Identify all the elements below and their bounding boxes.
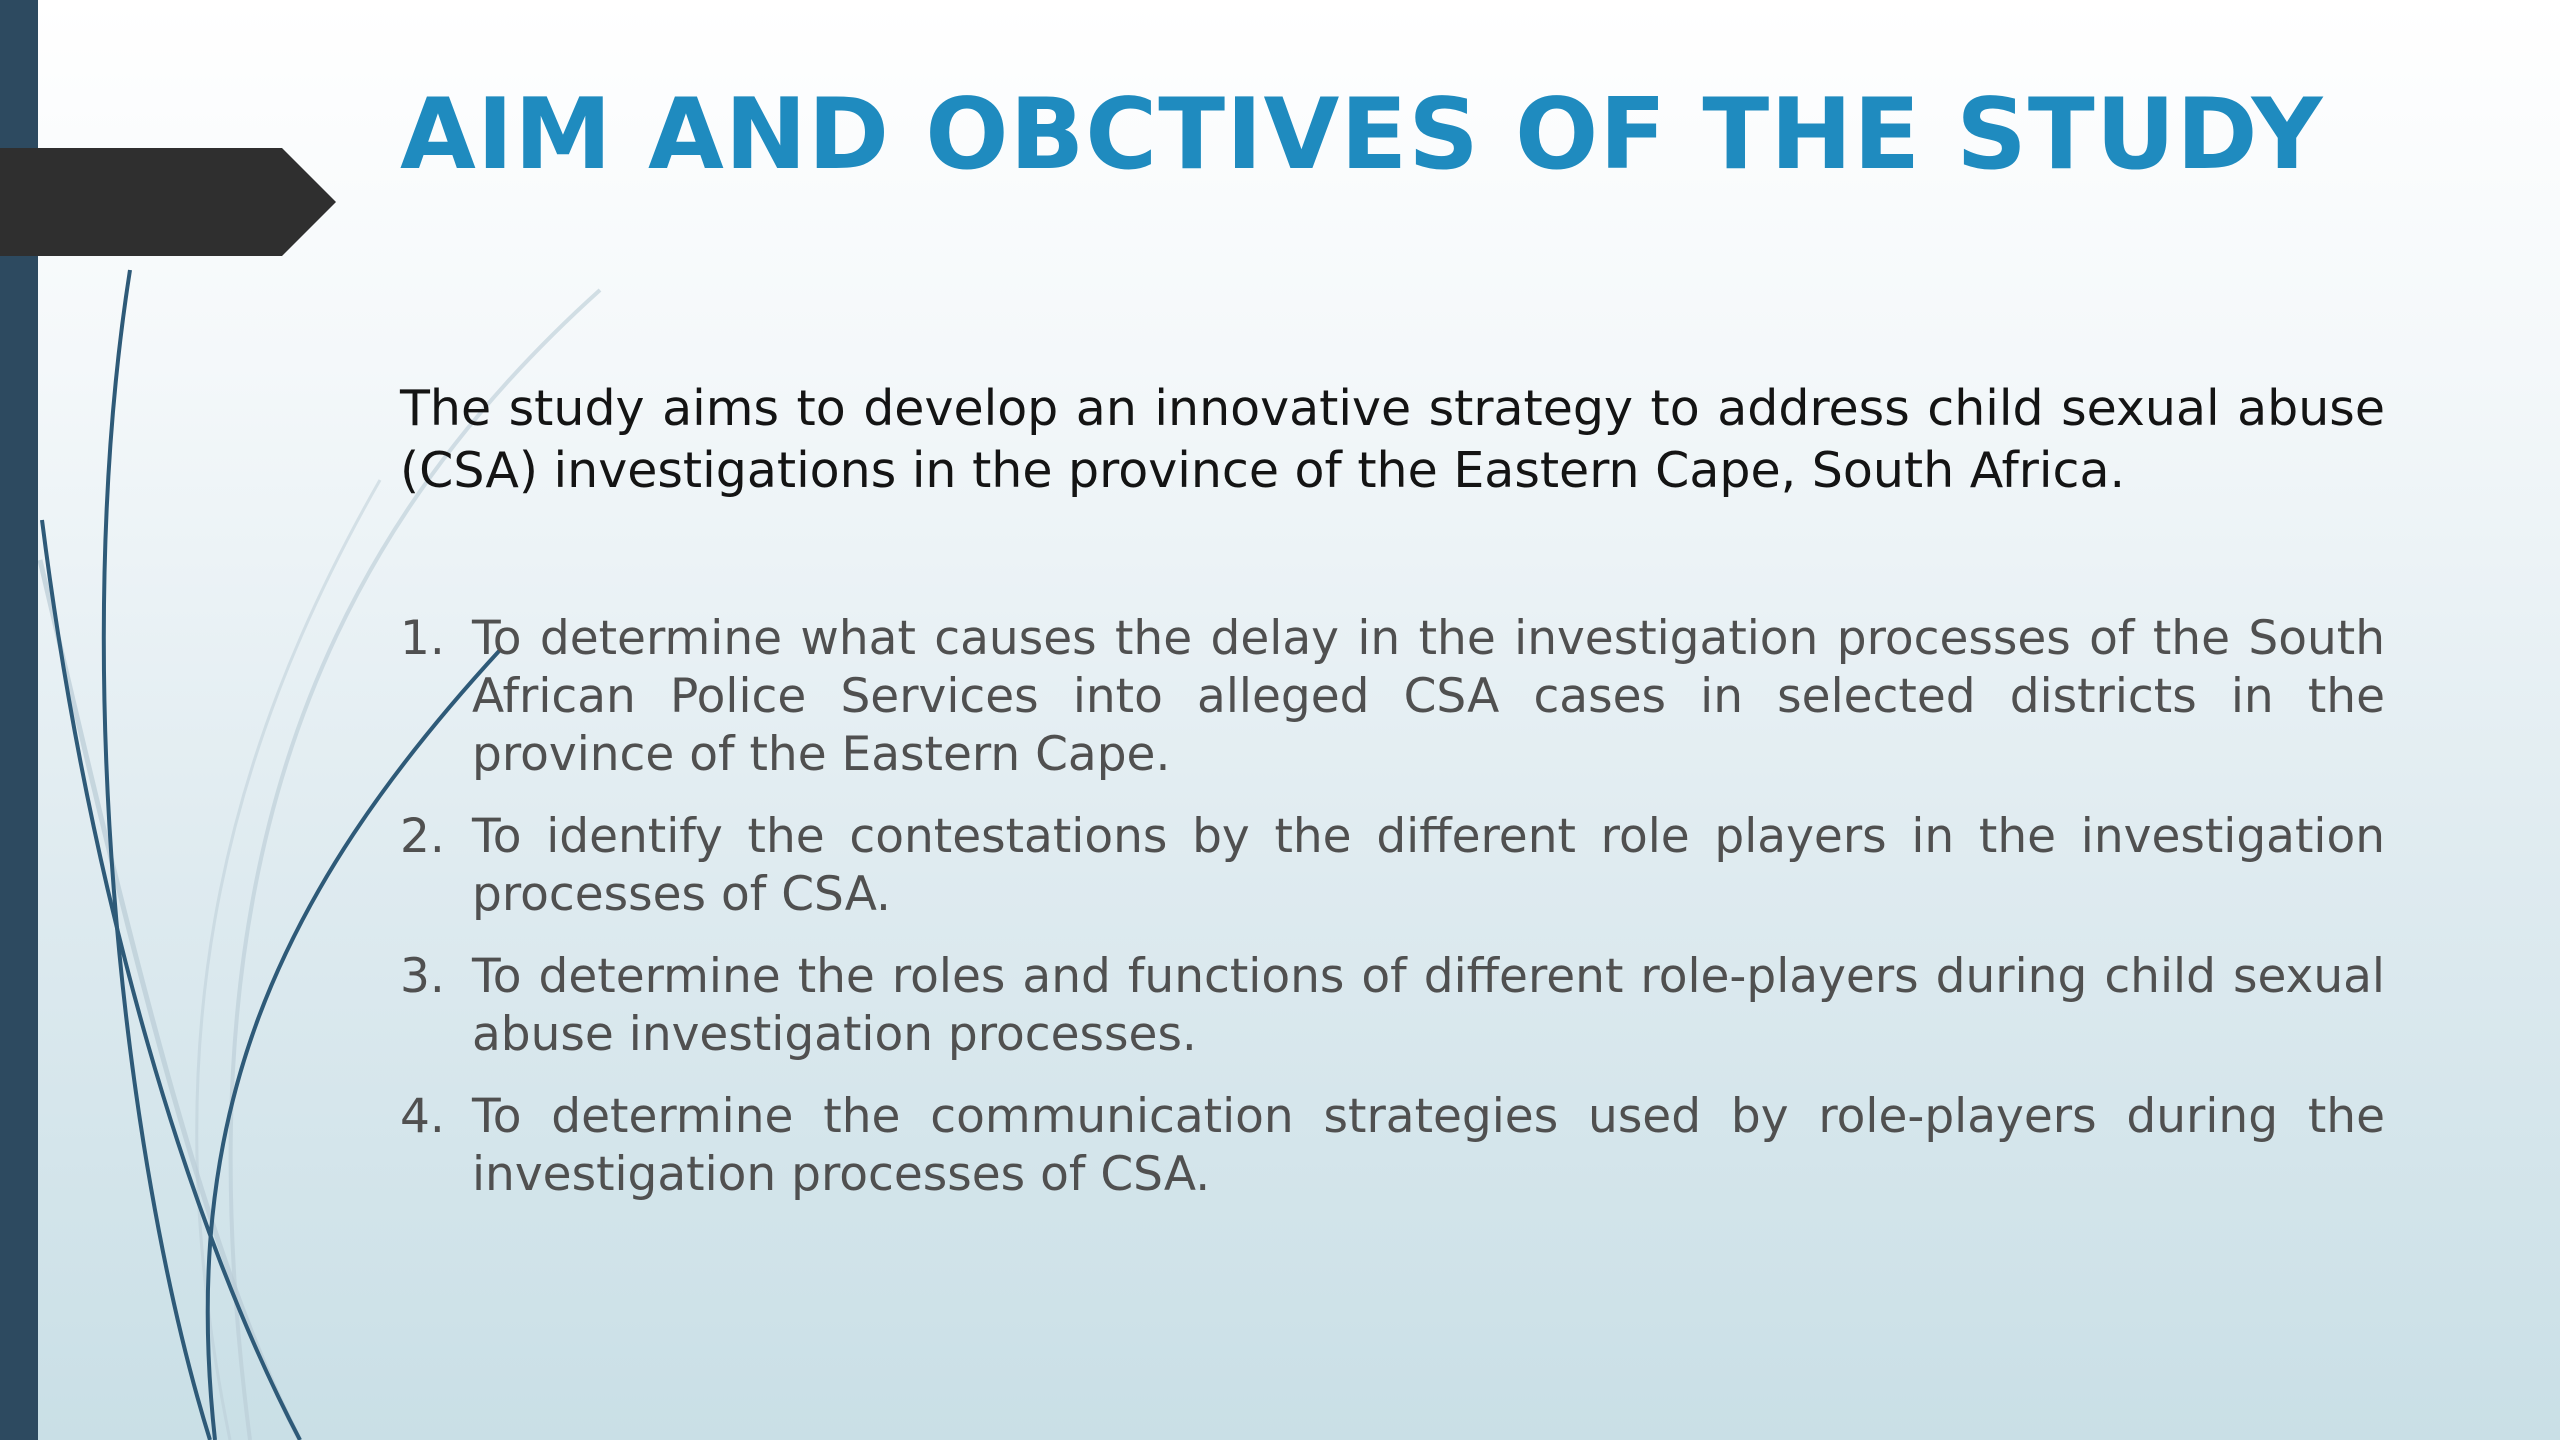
objective-item — [400, 808, 2385, 924]
objective-number: 1. — [400, 611, 445, 666]
objective-number: 2. — [400, 809, 445, 864]
objective-item — [400, 1088, 2385, 1204]
objective-text: To determine the communication strategies used by role-players during the investigation processes of CSA. — [472, 1089, 2385, 1202]
swoosh-light-1 — [40, 560, 300, 1440]
study-aim-text: The study aims to develop an innovative strategy to address child sexual abuse (CSA) investigations in the province of the Eastern Cape, South Africa. — [400, 380, 2385, 499]
objective-item — [400, 948, 2385, 1064]
arrow-shape — [0, 148, 336, 256]
title-arrow-marker — [0, 148, 336, 256]
objective-text: To determine the roles and functions of different role-players during child sexual abuse investigation processes. — [472, 949, 2385, 1062]
objective-number: 4. — [400, 1089, 445, 1144]
objective-item — [400, 610, 2385, 784]
slide-title: AIM AND OBCTIVES OF THE STUDY — [400, 78, 2324, 192]
objectives-list — [400, 610, 2385, 1228]
swoosh-light-3 — [197, 480, 380, 1440]
swoosh-dark-1 — [104, 270, 210, 1440]
objective-number: 3. — [400, 949, 445, 1004]
objective-text: To identify the contestations by the different role players in the investigation processes of CSA. — [472, 809, 2385, 922]
objective-text: To determine what causes the delay in the investigation processes of the South African Police Services into alleged CSA cases in selected districts in the province of the Eastern Cape. — [472, 611, 2385, 782]
swoosh-dark-2 — [42, 520, 300, 1440]
